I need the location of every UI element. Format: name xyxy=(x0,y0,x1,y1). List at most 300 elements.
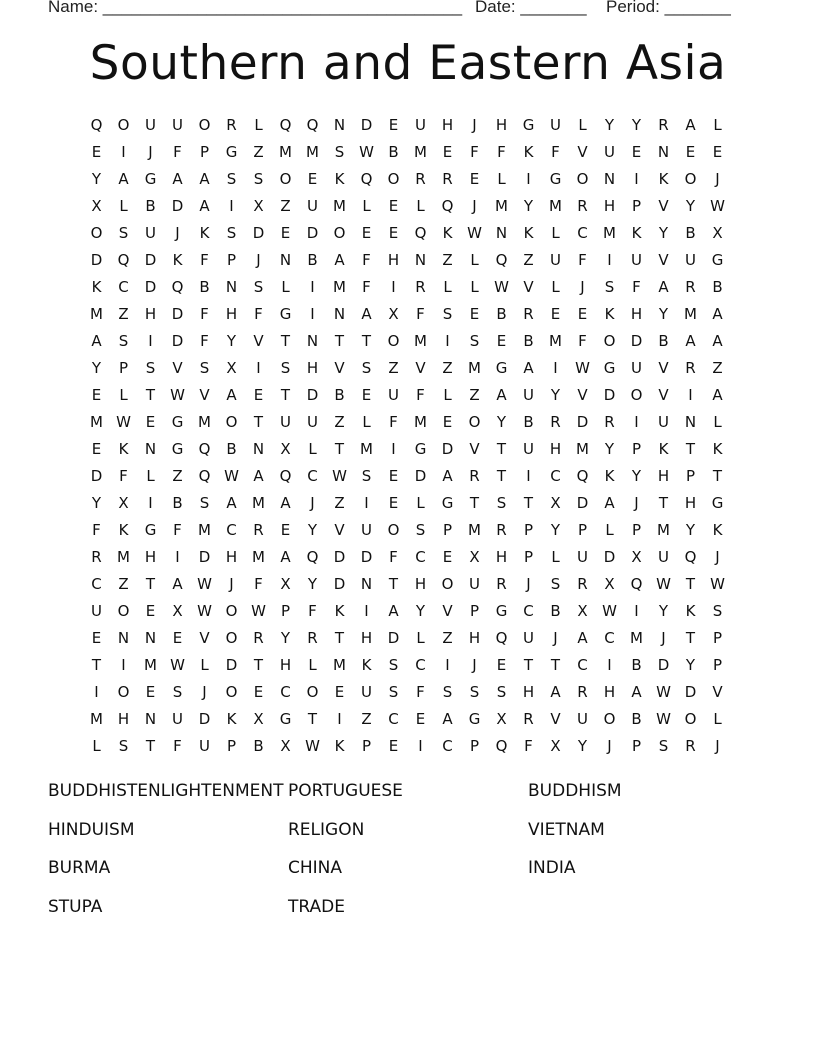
grid-letter[interactable]: Z xyxy=(334,493,345,512)
grid-letter[interactable]: P xyxy=(631,736,642,755)
grid-letter[interactable]: S xyxy=(415,520,426,539)
grid-letter[interactable]: M xyxy=(414,142,427,161)
grid-letter[interactable]: E xyxy=(91,628,102,647)
grid-letter[interactable]: C xyxy=(226,520,237,539)
grid-letter[interactable]: X xyxy=(91,196,102,215)
grid-letter[interactable]: F xyxy=(578,331,587,350)
grid-letter[interactable]: L xyxy=(551,277,560,296)
grid-letter[interactable]: N xyxy=(117,628,130,647)
grid-letter[interactable]: D xyxy=(198,709,211,728)
grid-letter[interactable]: E xyxy=(550,304,561,323)
grid-letter[interactable]: V xyxy=(577,385,588,404)
grid-letter[interactable]: W xyxy=(332,466,347,485)
grid-letter[interactable]: S xyxy=(712,601,723,620)
grid-letter[interactable]: F xyxy=(254,574,263,593)
grid-letter[interactable]: T xyxy=(361,331,372,350)
grid-letter[interactable]: Q xyxy=(360,169,373,188)
grid-letter[interactable]: L xyxy=(443,277,452,296)
grid-letter[interactable]: O xyxy=(117,115,130,134)
grid-letter[interactable]: S xyxy=(334,142,345,161)
grid-letter[interactable]: T xyxy=(145,385,156,404)
grid-letter[interactable]: F xyxy=(200,304,209,323)
grid-letter[interactable]: S xyxy=(658,736,669,755)
grid-letter[interactable]: W xyxy=(305,736,320,755)
grid-letter[interactable]: Q xyxy=(306,547,319,566)
grid-letter[interactable]: R xyxy=(442,169,453,188)
grid-letter[interactable]: E xyxy=(388,115,399,134)
grid-letter[interactable]: X xyxy=(550,736,561,755)
grid-letter[interactable]: G xyxy=(468,709,481,728)
grid-letter[interactable]: K xyxy=(631,223,642,242)
grid-letter[interactable]: E xyxy=(388,223,399,242)
grid-letter[interactable]: Y xyxy=(91,169,102,188)
grid-letter[interactable]: H xyxy=(144,547,157,566)
grid-letter[interactable]: Y xyxy=(226,331,237,350)
grid-letter[interactable]: H xyxy=(522,682,535,701)
grid-letter[interactable]: R xyxy=(577,196,588,215)
grid-letter[interactable]: V xyxy=(334,358,345,377)
grid-letter[interactable]: D xyxy=(333,574,346,593)
grid-letter[interactable]: F xyxy=(119,466,128,485)
grid-letter[interactable]: Y xyxy=(631,466,642,485)
grid-letter[interactable]: Q xyxy=(441,196,454,215)
grid-letter[interactable]: A xyxy=(712,331,723,350)
grid-letter[interactable]: E xyxy=(388,736,399,755)
grid-letter[interactable]: L xyxy=(443,385,452,404)
grid-letter[interactable]: T xyxy=(469,493,480,512)
grid-letter[interactable]: E xyxy=(145,412,156,431)
grid-letter[interactable]: A xyxy=(442,466,453,485)
grid-letter[interactable]: D xyxy=(441,439,454,458)
grid-letter[interactable]: W xyxy=(656,574,671,593)
grid-letter[interactable]: U xyxy=(361,682,372,701)
grid-letter[interactable]: S xyxy=(442,304,453,323)
grid-letter[interactable]: L xyxy=(308,439,317,458)
grid-letter[interactable]: K xyxy=(712,439,723,458)
grid-letter[interactable]: I xyxy=(607,655,612,674)
grid-letter[interactable]: U xyxy=(145,115,156,134)
grid-letter[interactable]: E xyxy=(469,169,480,188)
grid-letter[interactable]: U xyxy=(658,547,669,566)
grid-letter[interactable]: Z xyxy=(442,628,453,647)
grid-letter[interactable]: M xyxy=(414,412,427,431)
grid-letter[interactable]: B xyxy=(550,601,561,620)
grid-letter[interactable]: V xyxy=(658,358,669,377)
grid-letter[interactable]: J xyxy=(310,493,315,512)
grid-letter[interactable]: D xyxy=(603,385,616,404)
grid-letter[interactable]: L xyxy=(416,493,425,512)
grid-letter[interactable]: J xyxy=(202,682,207,701)
grid-letter[interactable]: U xyxy=(523,385,534,404)
grid-letter[interactable]: H xyxy=(387,250,400,269)
grid-letter[interactable]: N xyxy=(144,439,157,458)
grid-letter[interactable]: P xyxy=(442,520,453,539)
grid-letter[interactable]: F xyxy=(497,142,506,161)
grid-letter[interactable]: K xyxy=(118,439,129,458)
grid-letter[interactable]: P xyxy=(361,736,372,755)
grid-letter[interactable]: D xyxy=(144,277,157,296)
grid-letter[interactable]: D xyxy=(252,223,265,242)
grid-letter[interactable]: S xyxy=(496,682,507,701)
grid-letter[interactable]: G xyxy=(495,358,508,377)
grid-letter[interactable]: E xyxy=(442,547,453,566)
grid-letter[interactable]: A xyxy=(226,493,237,512)
grid-letter[interactable]: I xyxy=(94,682,99,701)
grid-letter[interactable]: N xyxy=(495,223,508,242)
grid-letter[interactable]: Q xyxy=(495,628,508,647)
grid-letter[interactable]: C xyxy=(442,736,453,755)
grid-letter[interactable]: N xyxy=(144,628,157,647)
grid-letter[interactable]: J xyxy=(661,628,666,647)
grid-letter[interactable]: P xyxy=(631,196,642,215)
grid-letter[interactable]: G xyxy=(171,439,184,458)
grid-letter[interactable]: O xyxy=(684,709,697,728)
grid-letter[interactable]: W xyxy=(224,466,239,485)
grid-letter[interactable]: S xyxy=(226,223,237,242)
grid-letter[interactable]: N xyxy=(225,277,238,296)
grid-letter[interactable]: U xyxy=(631,250,642,269)
grid-letter[interactable]: Y xyxy=(496,412,507,431)
grid-letter[interactable]: F xyxy=(254,304,263,323)
grid-letter[interactable]: C xyxy=(550,466,561,485)
grid-letter[interactable]: M xyxy=(657,520,670,539)
grid-letter[interactable]: E xyxy=(388,493,399,512)
grid-letter[interactable]: Q xyxy=(198,439,211,458)
grid-letter[interactable]: L xyxy=(497,169,506,188)
grid-letter[interactable]: H xyxy=(144,304,157,323)
grid-letter[interactable]: Y xyxy=(91,358,102,377)
grid-letter[interactable]: F xyxy=(416,304,425,323)
grid-letter[interactable]: U xyxy=(550,250,561,269)
grid-letter[interactable]: R xyxy=(577,574,588,593)
grid-letter[interactable]: A xyxy=(658,277,669,296)
grid-letter[interactable]: I xyxy=(121,655,126,674)
grid-letter[interactable]: C xyxy=(577,655,588,674)
grid-letter[interactable]: O xyxy=(387,331,400,350)
grid-letter[interactable]: I xyxy=(364,493,369,512)
grid-letter[interactable]: X xyxy=(280,736,291,755)
grid-letter[interactable]: D xyxy=(225,655,238,674)
grid-letter[interactable]: T xyxy=(712,466,723,485)
grid-letter[interactable]: E xyxy=(361,385,372,404)
grid-letter[interactable]: A xyxy=(685,115,696,134)
grid-letter[interactable]: P xyxy=(469,736,480,755)
grid-letter[interactable]: C xyxy=(523,601,534,620)
grid-letter[interactable]: I xyxy=(445,655,450,674)
grid-letter[interactable]: U xyxy=(91,601,102,620)
grid-letter[interactable]: Z xyxy=(712,358,723,377)
grid-letter[interactable]: M xyxy=(549,331,562,350)
grid-letter[interactable]: U xyxy=(145,223,156,242)
grid-letter[interactable]: J xyxy=(229,574,234,593)
grid-letter[interactable]: W xyxy=(197,574,212,593)
grid-letter[interactable]: A xyxy=(712,385,723,404)
grid-letter[interactable]: U xyxy=(172,115,183,134)
grid-letter[interactable]: N xyxy=(144,709,157,728)
grid-letter[interactable]: Y xyxy=(658,601,669,620)
grid-letter[interactable]: Q xyxy=(630,574,643,593)
grid-letter[interactable]: D xyxy=(171,196,184,215)
grid-letter[interactable]: D xyxy=(603,547,616,566)
grid-letter[interactable]: N xyxy=(684,412,697,431)
grid-letter[interactable]: S xyxy=(496,493,507,512)
grid-letter[interactable]: K xyxy=(604,304,615,323)
grid-letter[interactable]: Q xyxy=(414,223,427,242)
grid-letter[interactable]: E xyxy=(415,709,426,728)
grid-letter[interactable]: M xyxy=(198,520,211,539)
grid-letter[interactable]: B xyxy=(388,142,399,161)
grid-letter[interactable]: L xyxy=(200,655,209,674)
grid-letter[interactable]: P xyxy=(469,601,480,620)
grid-letter[interactable]: J xyxy=(256,250,261,269)
grid-letter[interactable]: L xyxy=(362,196,371,215)
grid-letter[interactable]: X xyxy=(712,223,723,242)
grid-letter[interactable]: S xyxy=(253,277,264,296)
grid-letter[interactable]: R xyxy=(658,115,669,134)
grid-letter[interactable]: F xyxy=(308,601,317,620)
grid-letter[interactable]: S xyxy=(199,493,210,512)
grid-letter[interactable]: N xyxy=(279,250,292,269)
grid-letter[interactable]: V xyxy=(199,385,210,404)
grid-letter[interactable]: P xyxy=(631,439,642,458)
name-field[interactable]: Name: ______________________________________ xyxy=(48,0,463,16)
grid-letter[interactable]: A xyxy=(253,466,264,485)
grid-letter[interactable]: U xyxy=(361,520,372,539)
grid-letter[interactable]: U xyxy=(469,574,480,593)
grid-letter[interactable]: M xyxy=(468,358,481,377)
grid-letter[interactable]: A xyxy=(199,196,210,215)
grid-letter[interactable]: N xyxy=(252,439,265,458)
grid-letter[interactable]: B xyxy=(631,655,642,674)
grid-letter[interactable]: Y xyxy=(658,223,669,242)
grid-letter[interactable]: U xyxy=(604,142,615,161)
grid-letter[interactable]: U xyxy=(172,709,183,728)
grid-letter[interactable]: I xyxy=(634,601,639,620)
grid-letter[interactable]: Y xyxy=(523,196,534,215)
grid-letter[interactable]: S xyxy=(172,682,183,701)
grid-letter[interactable]: G xyxy=(711,250,724,269)
grid-letter[interactable]: G xyxy=(225,142,238,161)
grid-letter[interactable]: F xyxy=(173,142,182,161)
grid-letter[interactable]: S xyxy=(442,682,453,701)
grid-letter[interactable]: A xyxy=(361,304,372,323)
grid-letter[interactable]: P xyxy=(280,601,291,620)
grid-letter[interactable]: C xyxy=(91,574,102,593)
grid-letter[interactable]: D xyxy=(306,385,319,404)
grid-letter[interactable]: Y xyxy=(550,520,561,539)
grid-letter[interactable]: K xyxy=(658,169,669,188)
grid-letter[interactable]: T xyxy=(496,466,507,485)
grid-letter[interactable]: X xyxy=(280,574,291,593)
grid-letter[interactable]: M xyxy=(333,277,346,296)
grid-letter[interactable]: X xyxy=(550,493,561,512)
grid-letter[interactable]: Q xyxy=(576,466,589,485)
grid-letter[interactable]: U xyxy=(307,412,318,431)
grid-letter[interactable]: T xyxy=(307,709,318,728)
grid-letter[interactable]: D xyxy=(144,250,157,269)
grid-letter[interactable]: T xyxy=(280,385,291,404)
grid-letter[interactable]: Y xyxy=(685,196,696,215)
grid-letter[interactable]: T xyxy=(334,331,345,350)
grid-letter[interactable]: G xyxy=(279,304,292,323)
grid-letter[interactable]: F xyxy=(578,250,587,269)
grid-letter[interactable]: F xyxy=(200,331,209,350)
grid-letter[interactable]: J xyxy=(526,574,531,593)
grid-letter[interactable]: M xyxy=(90,304,103,323)
grid-letter[interactable]: O xyxy=(225,412,238,431)
grid-letter[interactable]: N xyxy=(333,304,346,323)
grid-letter[interactable]: K xyxy=(442,223,453,242)
grid-letter[interactable]: O xyxy=(684,169,697,188)
grid-letter[interactable]: Q xyxy=(279,466,292,485)
grid-letter[interactable]: S xyxy=(280,358,291,377)
grid-letter[interactable]: U xyxy=(523,628,534,647)
grid-letter[interactable]: F xyxy=(524,736,533,755)
grid-letter[interactable]: X xyxy=(253,196,264,215)
grid-letter[interactable]: M xyxy=(603,223,616,242)
grid-letter[interactable]: G xyxy=(495,601,508,620)
grid-letter[interactable]: O xyxy=(603,331,616,350)
grid-letter[interactable]: A xyxy=(172,574,183,593)
grid-letter[interactable]: Z xyxy=(469,385,480,404)
grid-letter[interactable]: T xyxy=(334,628,345,647)
grid-letter[interactable]: A xyxy=(199,169,210,188)
grid-letter[interactable]: F xyxy=(173,520,182,539)
grid-letter[interactable]: E xyxy=(361,223,372,242)
grid-letter[interactable]: H xyxy=(441,115,454,134)
grid-letter[interactable]: Z xyxy=(523,250,534,269)
grid-letter[interactable]: X xyxy=(496,709,507,728)
grid-letter[interactable]: D xyxy=(657,655,670,674)
grid-letter[interactable]: R xyxy=(523,709,534,728)
grid-letter[interactable]: K xyxy=(334,601,345,620)
grid-letter[interactable]: U xyxy=(199,736,210,755)
grid-letter[interactable]: C xyxy=(388,709,399,728)
grid-letter[interactable]: A xyxy=(118,169,129,188)
grid-letter[interactable]: M xyxy=(549,196,562,215)
grid-letter[interactable]: T xyxy=(523,493,534,512)
grid-letter[interactable]: Y xyxy=(685,520,696,539)
grid-letter[interactable]: H xyxy=(495,547,508,566)
grid-letter[interactable]: P xyxy=(577,520,588,539)
grid-letter[interactable]: E xyxy=(685,142,696,161)
grid-letter[interactable]: V xyxy=(523,277,534,296)
grid-letter[interactable]: Y xyxy=(307,574,318,593)
grid-letter[interactable]: R xyxy=(415,169,426,188)
grid-letter[interactable]: I xyxy=(688,385,693,404)
grid-letter[interactable]: A xyxy=(523,358,534,377)
grid-letter[interactable]: E xyxy=(307,169,318,188)
grid-letter[interactable]: C xyxy=(604,628,615,647)
grid-letter[interactable]: C xyxy=(415,547,426,566)
grid-letter[interactable]: J xyxy=(175,223,180,242)
grid-letter[interactable]: W xyxy=(467,223,482,242)
grid-letter[interactable]: P xyxy=(226,736,237,755)
grid-letter[interactable]: K xyxy=(658,439,669,458)
grid-letter[interactable]: L xyxy=(281,277,290,296)
grid-letter[interactable]: W xyxy=(116,412,131,431)
grid-letter[interactable]: R xyxy=(577,682,588,701)
grid-letter[interactable]: I xyxy=(121,142,126,161)
grid-letter[interactable]: I xyxy=(148,493,153,512)
grid-letter[interactable]: R xyxy=(523,304,534,323)
grid-letter[interactable]: H xyxy=(603,196,616,215)
grid-letter[interactable]: Y xyxy=(685,655,696,674)
grid-letter[interactable]: D xyxy=(684,682,697,701)
grid-letter[interactable]: T xyxy=(91,655,102,674)
grid-letter[interactable]: J xyxy=(553,628,558,647)
grid-letter[interactable]: S xyxy=(361,358,372,377)
grid-letter[interactable]: A xyxy=(712,304,723,323)
grid-letter[interactable]: V xyxy=(334,520,345,539)
grid-letter[interactable]: K xyxy=(91,277,102,296)
grid-letter[interactable]: B xyxy=(523,331,534,350)
grid-letter[interactable]: M xyxy=(630,628,643,647)
grid-letter[interactable]: W xyxy=(656,709,671,728)
grid-letter[interactable]: S xyxy=(388,682,399,701)
grid-letter[interactable]: V xyxy=(550,709,561,728)
grid-letter[interactable]: P xyxy=(523,547,534,566)
grid-letter[interactable]: Y xyxy=(415,601,426,620)
grid-letter[interactable]: F xyxy=(200,250,209,269)
grid-letter[interactable]: B xyxy=(712,277,723,296)
grid-letter[interactable]: Y xyxy=(307,520,318,539)
grid-letter[interactable]: W xyxy=(710,196,725,215)
grid-letter[interactable]: T xyxy=(145,736,156,755)
grid-letter[interactable]: F xyxy=(173,736,182,755)
grid-letter[interactable]: B xyxy=(253,736,264,755)
grid-letter[interactable]: T xyxy=(685,439,696,458)
grid-letter[interactable]: K xyxy=(361,655,372,674)
grid-letter[interactable]: W xyxy=(197,601,212,620)
grid-letter[interactable]: V xyxy=(199,628,210,647)
grid-letter[interactable]: S xyxy=(118,331,129,350)
grid-letter[interactable]: I xyxy=(229,196,234,215)
grid-letter[interactable]: J xyxy=(472,655,477,674)
grid-letter[interactable]: L xyxy=(146,466,155,485)
grid-letter[interactable]: V xyxy=(712,682,723,701)
grid-letter[interactable]: M xyxy=(252,547,265,566)
grid-letter[interactable]: S xyxy=(550,574,561,593)
grid-letter[interactable]: I xyxy=(256,358,261,377)
grid-letter[interactable]: U xyxy=(280,412,291,431)
grid-letter[interactable]: E xyxy=(442,142,453,161)
grid-letter[interactable]: H xyxy=(549,439,562,458)
grid-letter[interactable]: K xyxy=(523,223,534,242)
grid-letter[interactable]: D xyxy=(630,331,643,350)
grid-letter[interactable]: X xyxy=(388,304,399,323)
grid-letter[interactable]: D xyxy=(90,250,103,269)
grid-letter[interactable]: A xyxy=(631,682,642,701)
grid-letter[interactable]: O xyxy=(387,520,400,539)
grid-letter[interactable]: F xyxy=(389,547,398,566)
grid-letter[interactable]: L xyxy=(551,547,560,566)
grid-letter[interactable]: D xyxy=(198,547,211,566)
grid-letter[interactable]: V xyxy=(577,142,588,161)
grid-letter[interactable]: B xyxy=(496,304,507,323)
grid-letter[interactable]: T xyxy=(388,574,399,593)
grid-letter[interactable]: Y xyxy=(631,115,642,134)
grid-letter[interactable]: S xyxy=(226,169,237,188)
grid-letter[interactable]: K xyxy=(334,169,345,188)
grid-letter[interactable]: P xyxy=(226,250,237,269)
grid-letter[interactable]: O xyxy=(117,682,130,701)
grid-letter[interactable]: O xyxy=(279,169,292,188)
grid-letter[interactable]: T xyxy=(550,655,561,674)
grid-letter[interactable]: A xyxy=(226,385,237,404)
grid-letter[interactable]: Y xyxy=(604,115,615,134)
grid-letter[interactable]: Y xyxy=(280,628,291,647)
